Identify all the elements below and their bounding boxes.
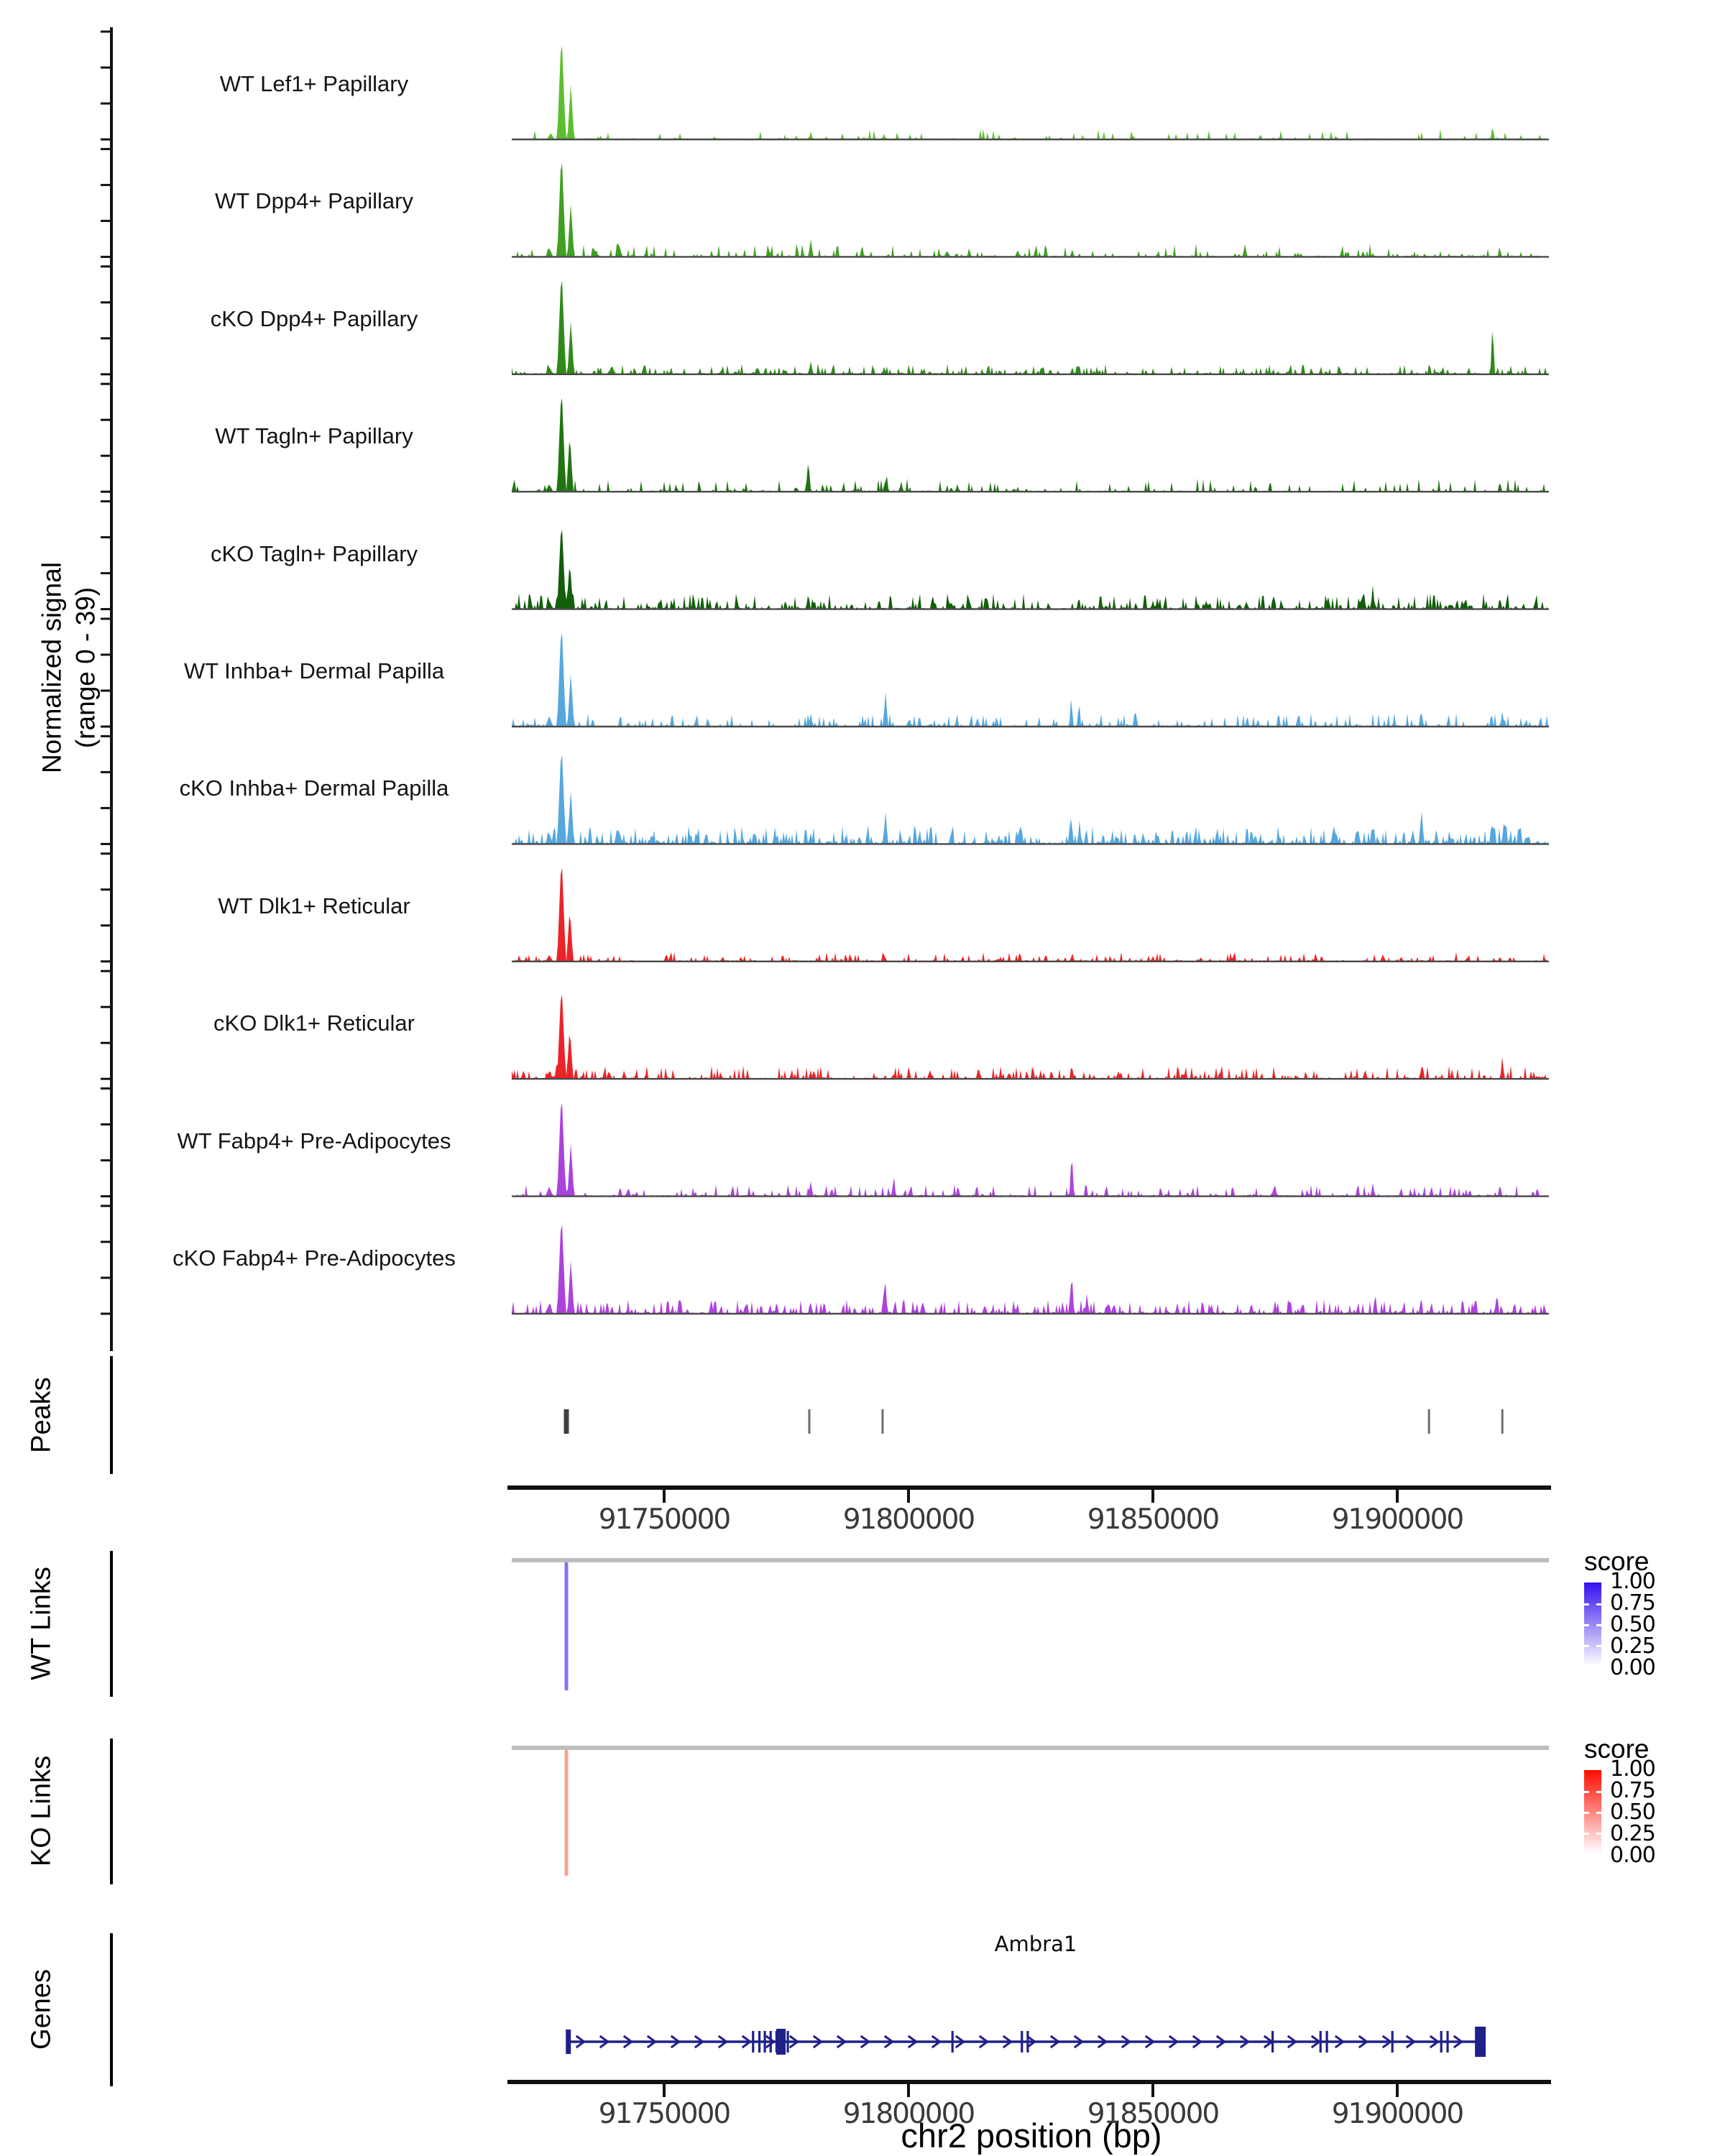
coverage-signal	[512, 46, 1549, 139]
peaks-section-label: Peaks	[26, 1377, 57, 1453]
exon-tick	[1320, 2031, 1322, 2053]
legend-tick-label: 0.75	[1610, 1590, 1655, 1616]
ko-legend-title: score	[1584, 1734, 1650, 1764]
ko-links-score-legend	[1584, 1734, 1725, 1868]
coverage-track	[512, 755, 1549, 844]
exon-tick	[763, 2031, 765, 2053]
exon-tick	[752, 2031, 754, 2053]
legend-tick-label: 0.00	[1610, 1655, 1655, 1680]
legend-tick-label: 0.75	[1610, 1778, 1655, 1803]
ko-legend-tick-labels	[1610, 1756, 1655, 1868]
x-axis-tick-label: 91850000	[1087, 1503, 1219, 1536]
x-axis-title: chr2 position (bp)	[901, 2116, 1162, 2155]
coverage-signal	[512, 867, 1549, 961]
track-label: cKO Fabp4+ Pre-Adipocytes	[172, 1245, 456, 1271]
wt-links-section-label: WT Links	[26, 1567, 57, 1680]
exon-tick	[1446, 2031, 1448, 2053]
coverage-signal	[512, 755, 1549, 844]
legend-tick-label: 0.25	[1610, 1634, 1655, 1659]
exon-block	[566, 2030, 571, 2054]
track-label: WT Lef1+ Papillary	[219, 71, 409, 96]
y-axis-label-line1: Normalized signal	[37, 561, 67, 774]
track-label: cKO Tagln+ Papillary	[210, 540, 418, 566]
track-label: WT Tagln+ Papillary	[215, 423, 413, 449]
coverage-signal	[512, 1102, 1549, 1196]
wt-links-score-legend	[1584, 1547, 1725, 1680]
y-axis-label	[35, 562, 104, 773]
exon-tick	[770, 2031, 772, 2053]
coverage-track	[512, 1102, 1549, 1196]
coverage-signal	[512, 163, 1549, 257]
coverage-track	[512, 280, 1549, 374]
exon-block	[776, 2029, 786, 2055]
coverage-track	[512, 1225, 1549, 1314]
exon-tick	[1440, 2031, 1443, 2053]
exon-tick	[1271, 2031, 1274, 2053]
exon-tick	[1392, 2031, 1394, 2053]
peak-mark	[808, 1409, 810, 1434]
peak-mark	[881, 1409, 883, 1434]
x-axis-tick-label: 91750000	[598, 1503, 730, 1536]
exon-tick	[1325, 2031, 1328, 2053]
ko-links-section-label: KO Links	[26, 1755, 57, 1867]
y-axis-label-line2: (range 0 - 39)	[71, 586, 101, 749]
exon-tick	[758, 2031, 760, 2053]
coverage-track	[512, 163, 1549, 257]
track-label: cKO Dlk1+ Reticular	[213, 1010, 415, 1036]
x-axis-tick-label: 91800000	[842, 2098, 975, 2130]
coverage-track	[512, 46, 1549, 139]
track-label: WT Fabp4+ Pre-Adipocytes	[177, 1128, 451, 1153]
wt-legend-tick-labels	[1610, 1569, 1655, 1680]
coverage-signal	[512, 1225, 1549, 1314]
ko-score-gradient-bar	[1584, 1770, 1601, 1853]
legend-tick-label: 0.50	[1610, 1800, 1655, 1825]
peak-mark	[1501, 1409, 1504, 1434]
genes-section-label: Genes	[26, 1969, 57, 2050]
exon-tick	[952, 2031, 954, 2053]
x-axis-tick-label: 91900000	[1331, 2098, 1463, 2130]
legend-tick-label: 0.50	[1610, 1612, 1655, 1637]
track-label: cKO Dpp4+ Papillary	[210, 305, 418, 331]
peak-mark	[1428, 1409, 1430, 1434]
exon-tick	[1021, 2031, 1023, 2053]
exon-tick	[1026, 2031, 1029, 2053]
x-axis-tick-label: 91800000	[842, 1503, 975, 1536]
wt-score-gradient-bar	[1584, 1583, 1601, 1666]
coverage-track	[512, 633, 1549, 727]
coverage-track	[512, 995, 1549, 1079]
coverage-track	[512, 398, 1549, 492]
coverage-signal	[512, 633, 1549, 727]
coverage-signal	[512, 995, 1549, 1079]
exon-tick	[786, 2031, 788, 2053]
track-label: WT Inhba+ Dermal Papilla	[183, 658, 445, 683]
coverage-track	[512, 867, 1549, 961]
legend-tick-label: 1.00	[1610, 1756, 1655, 1782]
legend-tick-label: 1.00	[1610, 1569, 1655, 1594]
track-label: cKO Inhba+ Dermal Papilla	[179, 775, 449, 801]
coverage-signal	[512, 530, 1549, 609]
x-axis-tick-label: 91850000	[1087, 2098, 1219, 2130]
exon-block	[1475, 2027, 1486, 2057]
coverage-track	[512, 530, 1549, 609]
x-axis-tick-label: 91900000	[1331, 1503, 1463, 1536]
peak-mark	[564, 1409, 569, 1434]
wt-legend-title: score	[1584, 1547, 1650, 1576]
legend-tick-label: 0.25	[1610, 1821, 1655, 1846]
legend-tick-label: 0.00	[1610, 1843, 1655, 1868]
ko-links-baseline	[512, 1746, 1549, 1750]
gene-name-label: Ambra1	[994, 1932, 1077, 1956]
coverage-signal	[512, 280, 1549, 374]
x-axis-tick-label: 91750000	[598, 2098, 730, 2130]
track-label: WT Dpp4+ Papillary	[215, 188, 413, 214]
coverage-signal	[512, 398, 1549, 492]
wt-links-baseline	[512, 1558, 1549, 1562]
track-label: WT Dlk1+ Reticular	[218, 893, 410, 918]
gene-model	[566, 2027, 1486, 2057]
